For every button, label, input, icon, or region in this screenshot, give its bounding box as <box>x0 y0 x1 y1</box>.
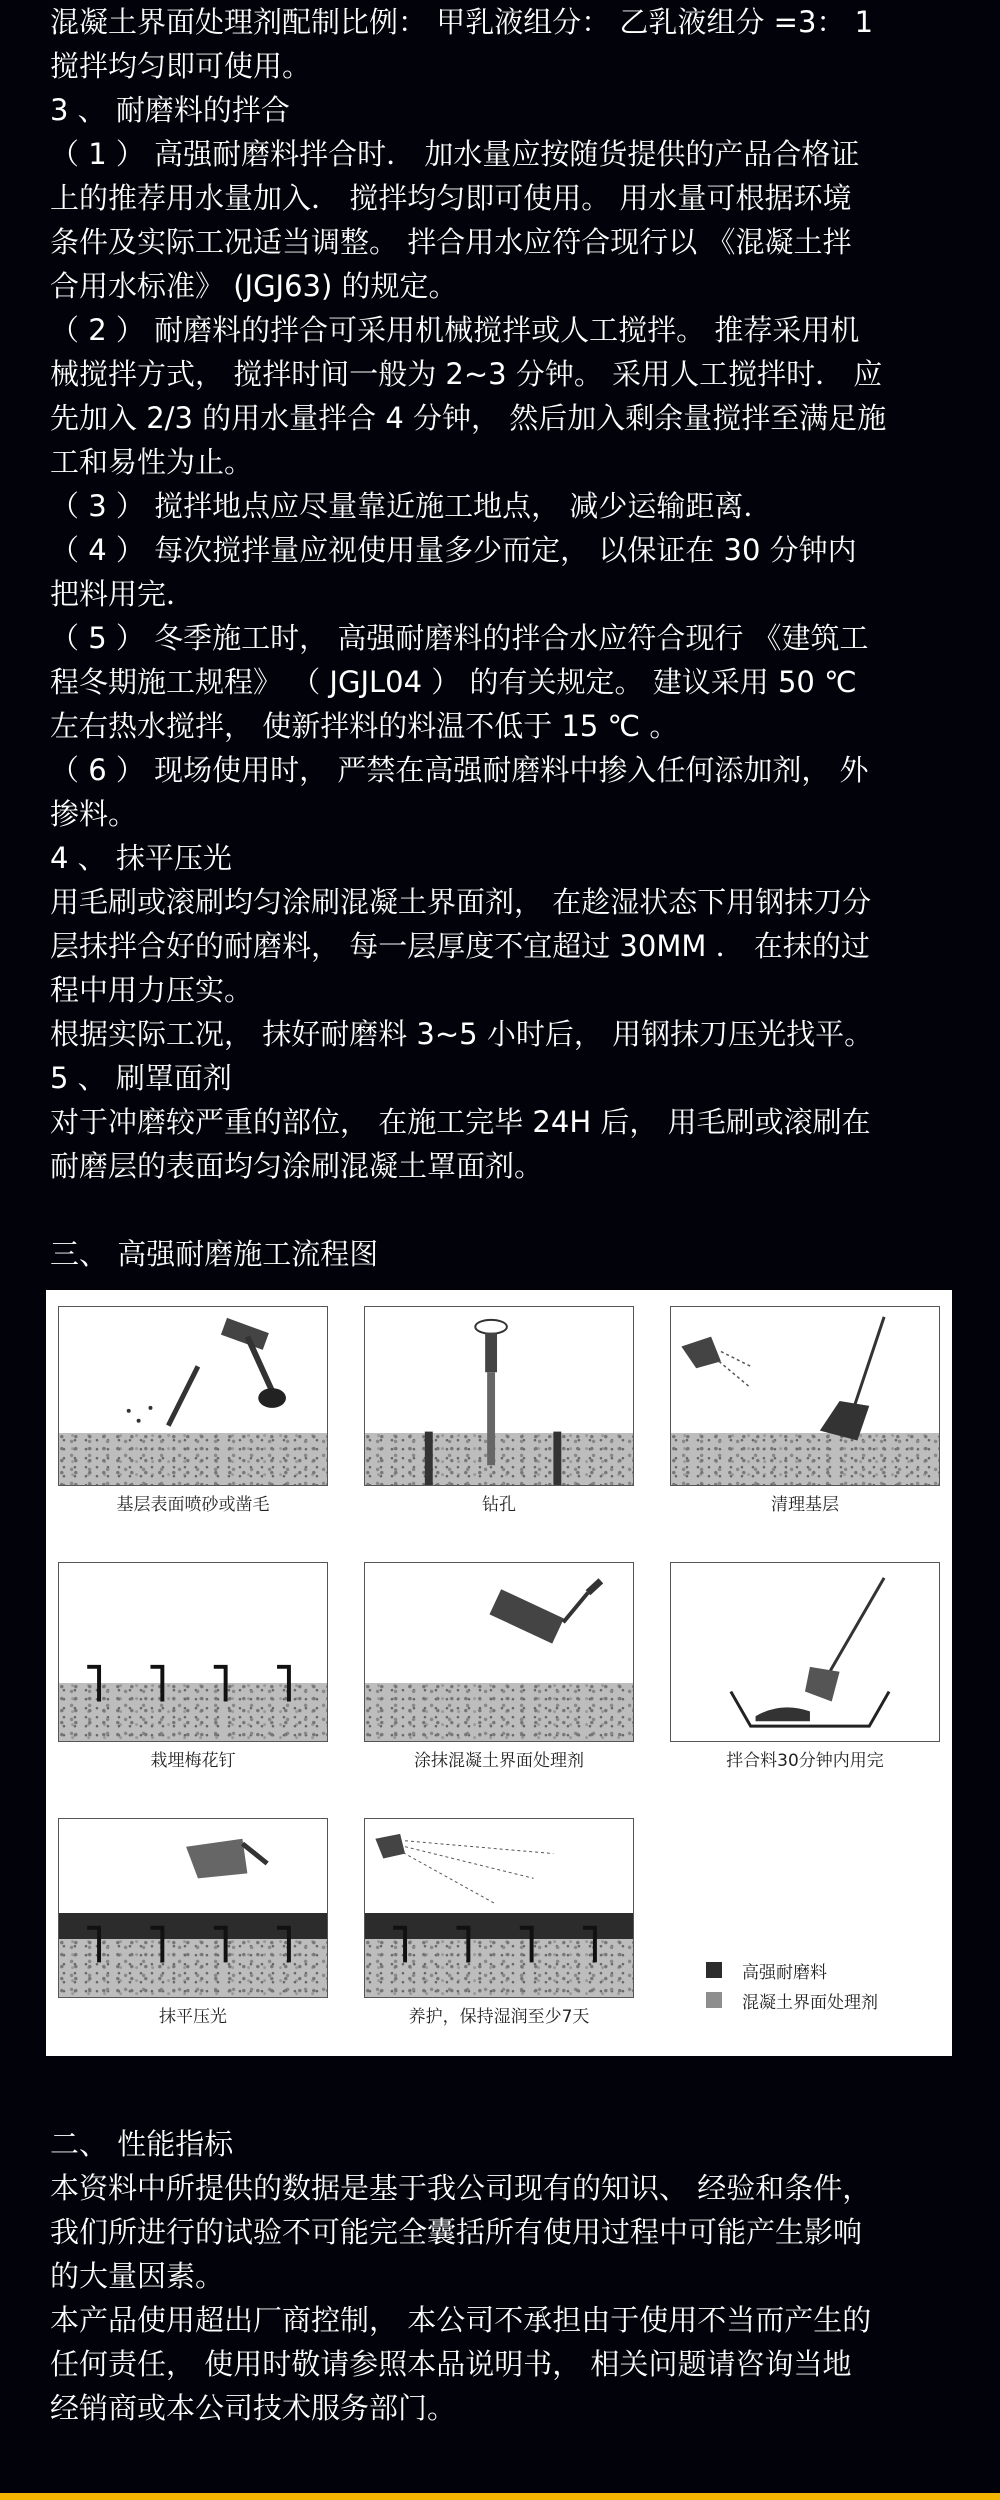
water-spray-icon <box>365 1819 633 1997</box>
section-heading: 二、 性能指标 <box>50 2127 234 2161</box>
text-block-bottom <box>50 2122 871 2430</box>
bottom-accent-bar <box>0 2493 1000 2500</box>
step-caption: 基层表面喷砂或凿毛 <box>116 1495 270 1515</box>
text-line: 左右热水搅拌， 使新拌料的料温不低于 15 ℃ 。 <box>50 709 679 743</box>
step-caption: 养护，保持湿润至少7天 <box>408 2007 590 2027</box>
legend-item <box>706 1985 878 2015</box>
text-line: 工和易性为止。 <box>50 445 254 479</box>
legend-swatch <box>706 1962 722 1978</box>
section-heading: 三、 高强耐磨施工流程图 <box>50 1237 379 1271</box>
text-line: 上的推荐用水量加入． 搅拌均匀即可使用。 用水量可根据环境 <box>50 181 852 215</box>
step-apply-interface-agent <box>364 1562 634 1771</box>
flowchart-legend <box>706 1955 878 2015</box>
subheading: 3 、 耐磨料的拌合 <box>50 93 290 127</box>
text-line: （ 3 ） 搅拌地点应尽量靠近施工地点， 减少运输距离． <box>50 489 773 523</box>
hammer-chisel-icon <box>59 1307 327 1485</box>
legend-item <box>706 1955 878 1985</box>
text-line: 经销商或本公司技术服务部门。 <box>50 2391 457 2425</box>
drill-icon <box>365 1307 633 1485</box>
text-line: 先加入 2/3 的用水量拌合 4 分钟， 然后加入剩余量搅拌至满足施 <box>50 401 887 435</box>
text-line: 我们所进行的试验不可能完全囊括所有使用过程中可能产生影响 <box>50 2215 863 2249</box>
text-line: （ 4 ） 每次搅拌量应视使用量多少而定， 以保证在 30 分钟内 <box>50 533 857 567</box>
step-caption: 涂抹混凝土界面处理剂 <box>414 1751 584 1771</box>
text-line: 条件及实际工况适当调整。 拌合用水应符合现行以 《混凝土拌 <box>50 225 852 259</box>
legend-label: 混凝土界面处理剂 <box>742 1992 878 2013</box>
step-plant-nails <box>58 1562 328 1771</box>
text-line: （ 5 ） 冬季施工时， 高强耐磨料的拌合水应符合现行 《建筑工 <box>50 621 869 655</box>
text-line: 用毛刷或滚刷均匀涂刷混凝土界面剂， 在趁湿状态下用钢抹刀分 <box>50 885 872 919</box>
trowel-icon <box>59 1819 327 1997</box>
step-curing <box>364 1818 634 2027</box>
text-block-top <box>50 0 886 1276</box>
text-line: 根据实际工况， 抹好耐磨料 3~5 小时后， 用钢抹刀压光找平。 <box>50 1017 874 1051</box>
text-line: 层抹拌合好的耐磨料， 每一层厚度不宜超过 30MM ． 在抹的过 <box>50 929 870 963</box>
text-line: 耐磨层的表面均匀涂刷混凝土罩面剂。 <box>50 1149 544 1183</box>
step-trowel-press <box>58 1818 328 2027</box>
text-line: 混凝土界面处理剂配制比例： 甲乳液组分： 乙乳液组分 =3： 1 <box>50 5 874 39</box>
step-caption: 拌合料30分钟内用完 <box>726 1751 884 1771</box>
text-line: 合用水标准》 (JGJ63) 的规定。 <box>50 269 458 303</box>
text-line: 程中用力压实。 <box>50 973 254 1007</box>
text-line: 把料用完． <box>50 577 196 611</box>
nail-icon <box>59 1563 327 1741</box>
text-line: 任何责任， 使用时敬请参照本品说明书， 相关问题请咨询当地 <box>50 2347 852 2381</box>
step-clean-base <box>670 1306 940 1515</box>
subheading: 5 、 刷罩面剂 <box>50 1061 232 1095</box>
step-caption: 清理基层 <box>771 1495 839 1515</box>
text-line: （ 6 ） 现场使用时， 严禁在高强耐磨料中掺入任何添加剂， 外 <box>50 753 869 787</box>
step-drilling <box>364 1306 634 1515</box>
shovel-icon <box>671 1563 939 1741</box>
step-caption: 钻孔 <box>482 1495 516 1515</box>
text-line: 程冬期施工规程》 （ JGJL04 ） 的有关规定。 建议采用 50 ℃ <box>50 665 857 699</box>
text-line: 本产品使用超出厂商控制， 本公司不承担由于使用不当而产生的 <box>50 2303 872 2337</box>
step-caption: 抹平压光 <box>159 2007 227 2027</box>
text-line: 搅拌均匀即可使用。 <box>50 49 312 83</box>
text-line: 械搅拌方式， 搅拌时间一般为 2~3 分钟。 采用人工搅拌时． 应 <box>50 357 883 391</box>
text-line: 本资料中所提供的数据是基于我公司现有的知识、 经验和条件， <box>50 2171 872 2205</box>
construction-flowchart <box>46 1290 952 2056</box>
text-line: 对于冲磨较严重的部位， 在施工完毕 24H 后， 用毛刷或滚刷在 <box>50 1105 871 1139</box>
subheading: 4 、 抹平压光 <box>50 841 232 875</box>
text-line: 的大量因素。 <box>50 2259 225 2293</box>
text-line: 掺料。 <box>50 797 138 831</box>
text-line: （ 1 ） 高强耐磨料拌合时． 加水量应按随货提供的产品合格证 <box>50 137 860 171</box>
legend-swatch <box>706 1992 722 2008</box>
broom-icon <box>671 1307 939 1485</box>
step-mix-within-30min <box>670 1562 940 1771</box>
text-line: （ 2 ） 耐磨料的拌合可采用机械搅拌或人工搅拌。 推荐采用机 <box>50 313 860 347</box>
step-caption: 栽埋梅花钉 <box>150 1751 236 1771</box>
legend-label: 高强耐磨料 <box>742 1962 827 1983</box>
paint-roller-icon <box>365 1563 633 1741</box>
step-sandblast <box>58 1306 328 1515</box>
